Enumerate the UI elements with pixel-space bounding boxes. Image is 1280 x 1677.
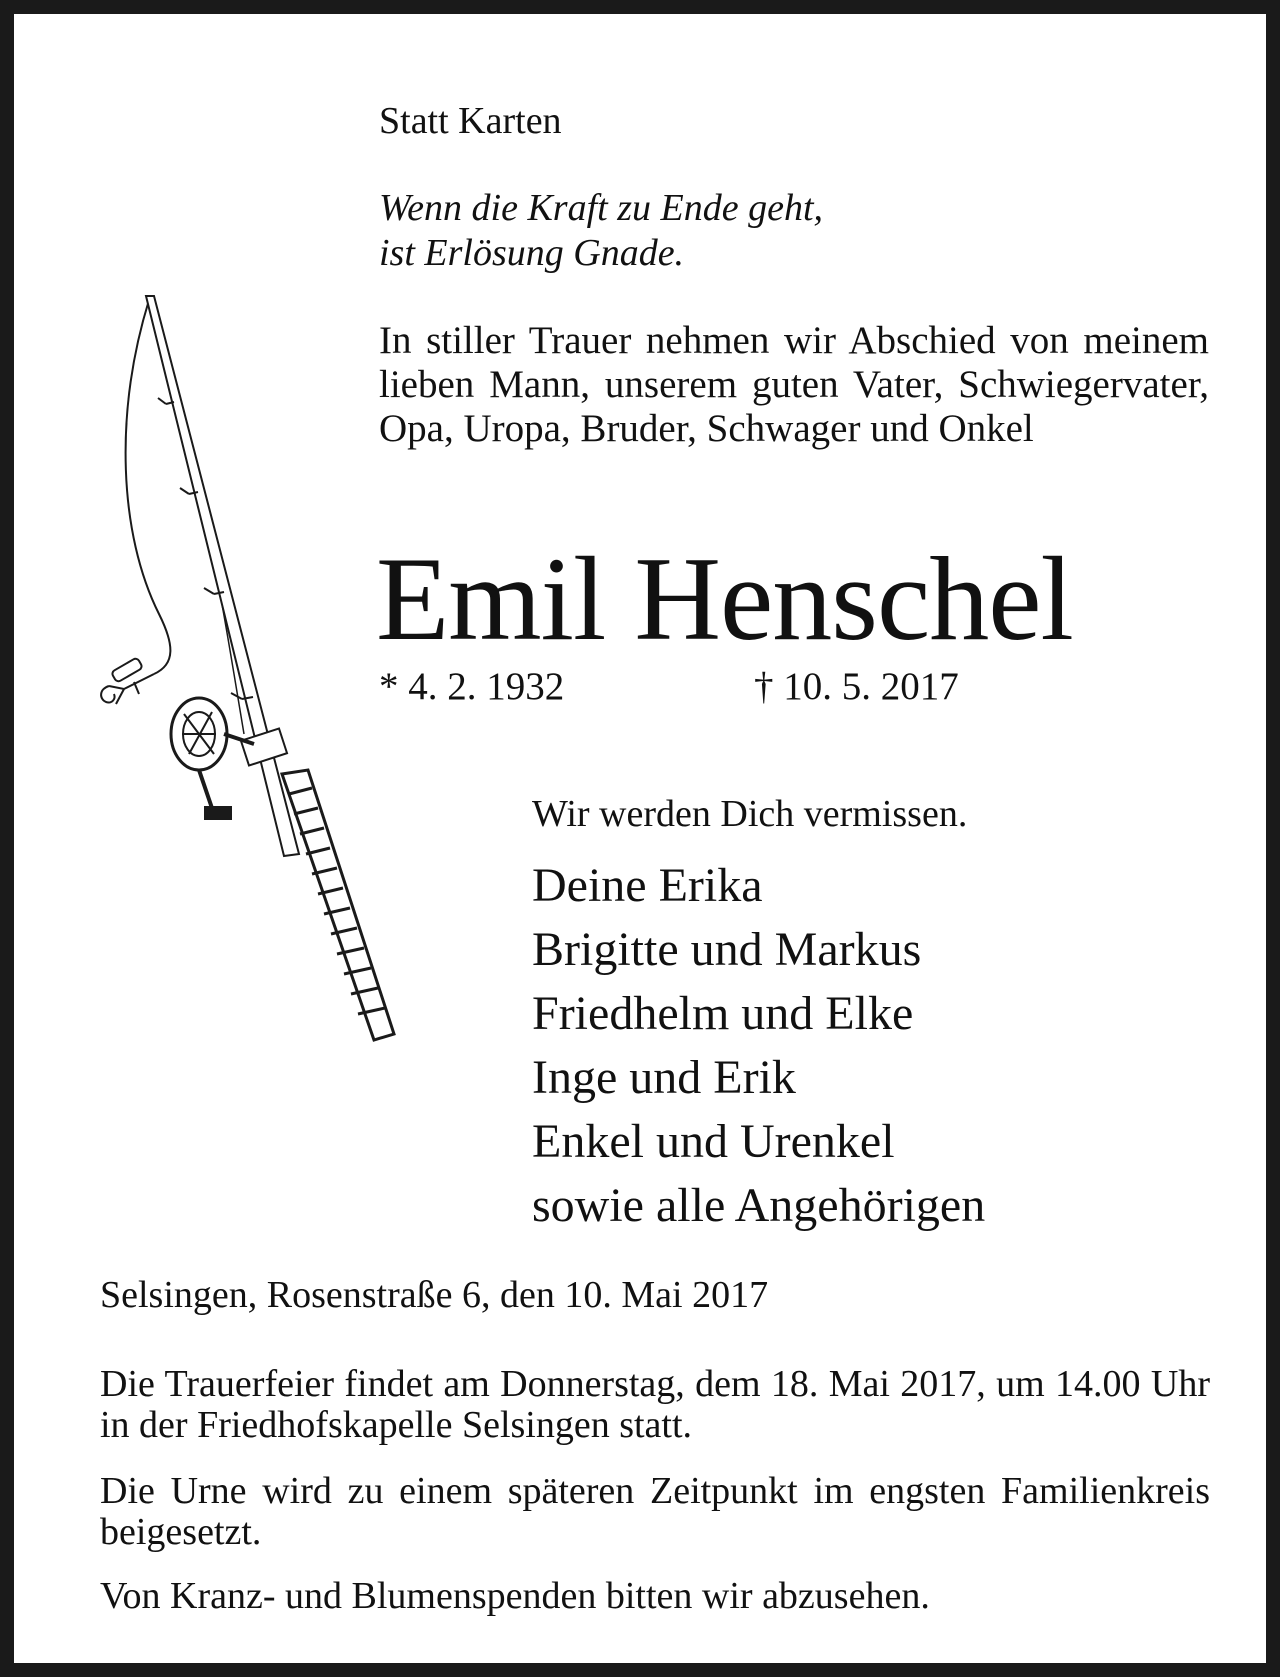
- family-member: Enkel und Urenkel: [532, 1115, 895, 1168]
- family-member: Friedhelm und Elke: [532, 987, 914, 1040]
- family-member: sowie alle Angehörigen: [532, 1179, 986, 1232]
- statt-karten: Statt Karten: [379, 100, 562, 142]
- birth-date: * 4. 2. 1932: [379, 665, 565, 708]
- urn-note: Die Urne wird zu einem späteren Zeitpunkt im engsten Familienkreis beigesetzt.: [100, 1470, 1210, 1553]
- death-date: † 10. 5. 2017: [754, 665, 959, 708]
- flowers-note: Von Kranz- und Blumenspenden bitten wir abzusehen.: [100, 1575, 930, 1617]
- funeral-service-note: Die Trauerfeier findet am Donnerstag, dem 18. Mai 2017, um 14.00 Uhr in der Friedhofskapelle Selsingen statt.: [100, 1363, 1210, 1446]
- family-member: Inge und Erik: [532, 1051, 796, 1104]
- family-member: Brigitte und Markus: [532, 923, 922, 976]
- memorial-verse: [379, 186, 823, 276]
- family-list: [532, 854, 985, 1238]
- verse-line: ist Erlösung Gnade.: [379, 232, 685, 274]
- intro-text: In stiller Trauer nehmen wir Abschied von meinem lieben Mann, unserem guten Vater, Schwiegervater, Opa, Uropa, Bruder, Schwager und Onkel: [379, 319, 1209, 450]
- family-member: Deine Erika: [532, 859, 763, 912]
- closing-line: Wir werden Dich vermissen.: [532, 793, 968, 835]
- deceased-name: Emil Henschel: [376, 532, 1073, 665]
- verse-line: Wenn die Kraft zu Ende geht,: [379, 187, 823, 229]
- place-date: Selsingen, Rosenstraße 6, den 10. Mai 2017: [100, 1274, 769, 1316]
- fishing-rod-icon: [94, 294, 424, 1054]
